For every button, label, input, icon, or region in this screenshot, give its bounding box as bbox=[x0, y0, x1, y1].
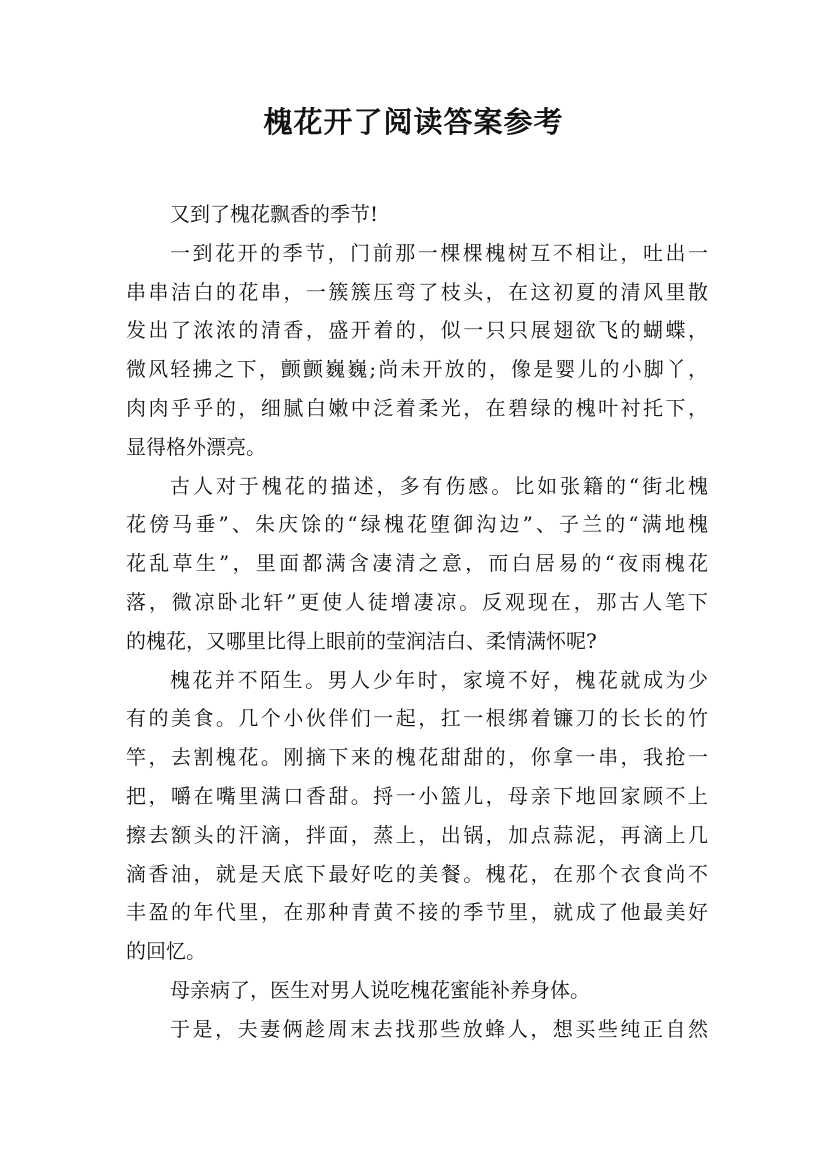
paragraph-line: 又到了槐花飘香的季节! bbox=[170, 202, 379, 226]
paragraph-line: 把，嚼在嘴里满口香甜。捋一小篮儿，母亲下地回家顾不上 bbox=[126, 783, 708, 808]
paragraph-line: 显得格外漂亮。 bbox=[126, 434, 266, 459]
document-title: 槐花开了阅读答案参考 bbox=[263, 105, 564, 139]
paragraph-line: 的槐花，又哪里比得上眼前的莹润洁白、柔情满怀呢? bbox=[126, 628, 597, 653]
paragraph-line: 滴香油，就是天底下最好吃的美餐。槐花，在那个衣食尚不 bbox=[126, 861, 708, 886]
paragraph-line: 母亲病了，医生对男人说吃槐花蜜能补养身体。 bbox=[170, 977, 590, 1002]
paragraph-line: 的回忆。 bbox=[126, 939, 206, 964]
paragraph-line: 竿，去割槐花。刚摘下来的槐花甜甜的，你拿一串，我抢一 bbox=[126, 745, 708, 770]
paragraph-line: 有的美食。几个小伙伴们一起，扛一根绑着镰刀的长长的竹 bbox=[126, 706, 708, 731]
paragraph-line: 落，微凉卧北轩”更使人徒增凄凉。反观现在，那古人笔下 bbox=[126, 589, 708, 614]
paragraph-line: 串串洁白的花串，一簇簇压弯了枝头，在这初夏的清风里散 bbox=[126, 279, 708, 304]
paragraph-line: 槐花并不陌生。男人少年时，家境不好，槐花就成为少 bbox=[170, 667, 708, 692]
paragraph-line: 花傍马垂”、朱庆馀的“绿槐花堕御沟边”、子兰的“满地槐 bbox=[126, 512, 708, 537]
paragraph-line: 擦去额头的汗滴，拌面，蒸上，出锅，加点蒜泥，再滴上几 bbox=[126, 822, 708, 847]
paragraph-line: 丰盈的年代里，在那种青黄不接的季节里，就成了他最美好 bbox=[126, 900, 708, 925]
document-body bbox=[126, 195, 708, 1049]
paragraph-line: 古人对于槐花的描述，多有伤感。比如张籍的“街北槐 bbox=[170, 473, 708, 498]
paragraph-line: 花乱草生”，里面都满含凄清之意，而白居易的“夜雨槐花 bbox=[126, 551, 708, 576]
paragraph-line: 一到花开的季节，门前那一棵棵槐树互不相让，吐出一 bbox=[170, 240, 708, 265]
paragraph-line: 微风轻拂之下，颤颤巍巍;尚未开放的，像是婴儿的小脚丫， bbox=[126, 357, 708, 382]
paragraph-line: 肉肉乎乎的，细腻白嫩中泛着柔光，在碧绿的槐叶衬托下， bbox=[126, 395, 708, 420]
paragraph-line: 于是，夫妻俩趁周末去找那些放蜂人，想买些纯正自然 bbox=[170, 1016, 708, 1041]
paragraph-line: 发出了浓浓的清香，盛开着的，似一只只展翅欲飞的蝴蝶， bbox=[126, 318, 708, 343]
